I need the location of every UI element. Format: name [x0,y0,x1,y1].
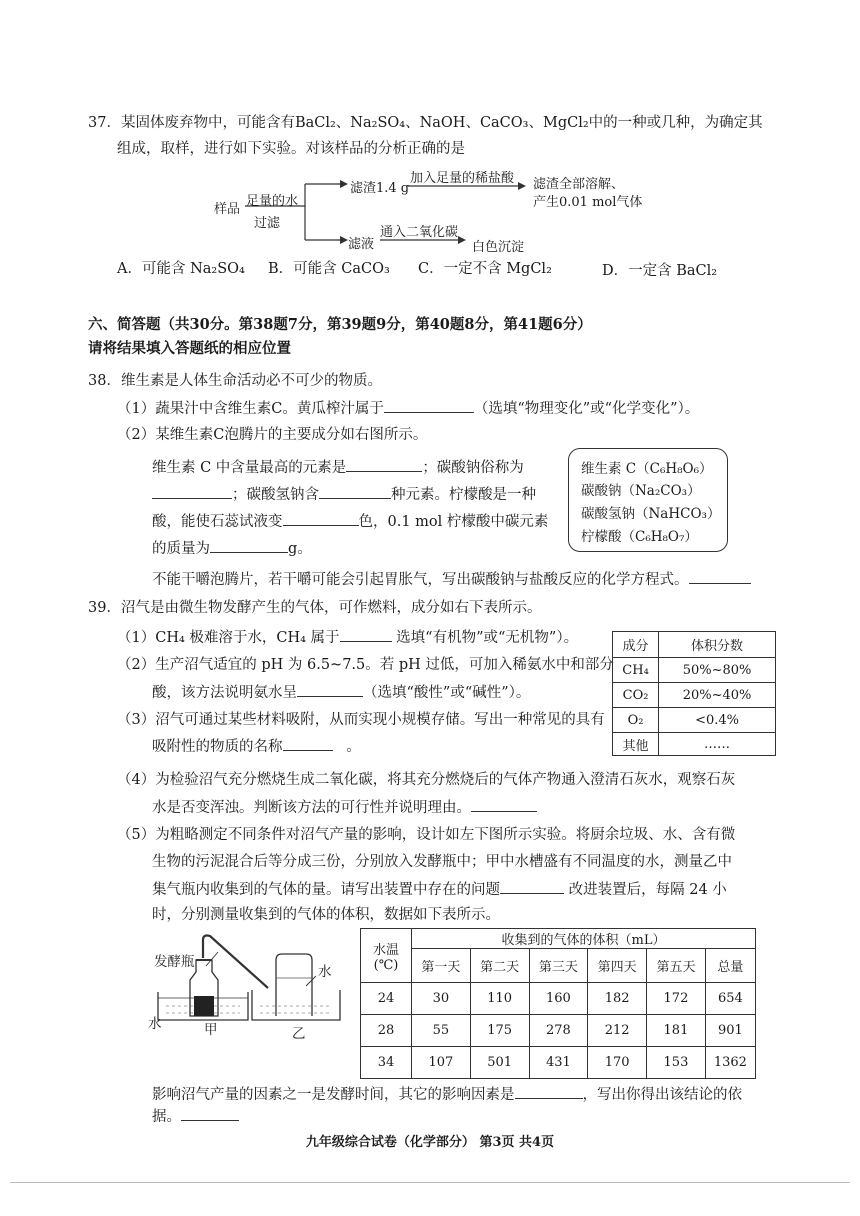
section-title: 六、简答题（共30分。第38题7分，第39题9分，第40题8分，第41题6分） [88,316,592,333]
q38-blank2[interactable] [346,457,422,472]
gas-volume-table [360,928,756,1079]
q38-blank5[interactable] [283,511,359,526]
header-temp-line2: (℃) [373,957,399,973]
q38-blank6[interactable] [210,538,288,553]
table-header-total: 总量 [705,949,755,983]
comp-cell: CO₂ [613,683,659,708]
header-temp-line1: 水温 [372,942,399,958]
box-line-sodium-carbonate: 碳酸钠（Na₂CO₃） [581,483,701,499]
flow-result1-line2: 产生0.01 mol气体 [533,195,643,210]
table-header-day: 第一天 [412,949,471,983]
box-line-citric-acid: 柠檬酸（C₆H₈O₇） [581,529,698,545]
fermentation-apparatus-diagram [140,930,355,1040]
comp-header-volume: 体积分数 [659,632,776,658]
table-cell: 172 [647,983,706,1015]
flow-acid: 加入足量的稀盐酸 [410,171,515,186]
q38-line6 [152,538,312,559]
q39-part5-line3 [152,879,727,900]
table-header-day: 第二天 [470,949,529,983]
q39-part4-text-b: 水是否变浑浊。判断该方法的可行性并说明理由。 [152,800,471,816]
table-row [361,1015,756,1047]
label-water-left: 水 [148,1016,162,1032]
option-d: D．一定含 BaCl₂ [602,263,718,279]
table-cell: 431 [529,1047,588,1079]
comp-header-component: 成分 [613,632,659,658]
biogas-composition-table [612,631,776,756]
table-cell: 181 [647,1015,706,1047]
table-cell: 30 [412,983,471,1015]
q39-blank4[interactable] [471,797,537,812]
vitamin-tablet-ingredients-box [568,448,728,552]
q39-blank2[interactable] [297,682,363,697]
q39-blank5[interactable] [500,879,564,894]
table-header-volume-group: 收集到的气体的体积（mL） [412,929,756,949]
q39-part1-text-b: 选填“有机物”或“无机物”）。 [396,630,579,646]
q38-line4-text-b: 种元素。柠檬酸是一种 [391,487,536,503]
q39-part5-line4: 时，分别测量收集到的气体的体积，数据如下表所示。 [152,907,500,923]
q38-line6-text-b: g。 [288,541,312,557]
flow-co2: 通入二氧化碳 [380,225,459,240]
table-row [361,983,756,1015]
q38-intro: 38．维生素是人体生命活动必不可少的物质。 [88,373,382,389]
comp-cell: 20%~40% [659,683,776,708]
table-header-day: 第四天 [588,949,647,983]
q39-end-text-c: 据。 [152,1109,181,1125]
q38-line7-text: 不能干嚼泡腾片，若干嚼可能会引起胃胀气，写出碳酸钠与盐酸反应的化学方程式。 [152,572,689,588]
flow-step1-top: 足量的水 [246,194,299,209]
table-cell: 901 [705,1015,755,1047]
q38-line6-text-a: 的质量为 [152,541,210,557]
q38-line3-text-b: ；碳酸钠俗称为 [422,460,524,476]
comp-cell: O₂ [613,708,659,733]
table-cell: 107 [412,1047,471,1079]
table-header-day: 第五天 [647,949,706,983]
q38-line4-text-a: ；碳酸氢钠含 [232,487,319,503]
flow-residue: 滤渣1.4 g [350,181,410,196]
q38-line5-text-b: 色，0.1 mol 柠檬酸中碳元素 [358,514,549,530]
table-cell: 175 [470,1015,529,1047]
table-cell: 160 [529,983,588,1015]
table-cell: 278 [529,1015,588,1047]
q39-part2-line2 [152,682,530,703]
table-row [361,1047,756,1079]
flow-step1-bottom: 过滤 [254,216,281,231]
q38-part1 [117,398,699,419]
q39-blank3[interactable] [283,736,333,751]
q39-end-line2 [152,1106,239,1127]
q38-line3-text-a: 维生素 C 中含量最高的元素是 [152,460,347,476]
q39-part2-text-b: 酸，该方法说明氨水呈 [152,685,297,701]
table-cell: 170 [588,1047,647,1079]
q39-part4-line1: （4）为检验沼气充分燃烧生成二氧化碳，将其充分燃烧后的气体产物通入澄清石灰水，观察石灰 [117,772,736,788]
option-a: A．可能含 Na₂SO₄ [117,261,245,277]
q39-end-text-a: 影响沼气产量的因素之一是发酵时间，其它的影响因素是 [152,1087,515,1103]
comp-cell: 50%~80% [659,658,776,683]
q39-part2-text-c: （选填“酸性”或“碱性”）。 [363,685,531,701]
table-cell: 654 [705,983,755,1015]
table-cell: 182 [588,983,647,1015]
q39-part5-line2: 生物的污泥混合后等分成三份，分别放入发酵瓶中；甲中水槽盛有不同温度的水，测量乙中 [152,854,732,870]
label-jia: 甲 [204,1022,218,1038]
comp-cell: <0.4% [659,708,776,733]
q38-blank4[interactable] [319,484,391,499]
comp-cell: …… [659,733,776,756]
box-line-sodium-bicarbonate: 碳酸氢钠（NaHCO₃） [581,506,721,522]
q38-line7 [152,569,751,590]
q39-blank7[interactable] [181,1106,239,1121]
table-cell: 501 [470,1047,529,1079]
q38-part1-text-a: （1）蔬果汁中含维生素C。黄瓜榨汁属于 [117,401,384,417]
page-footer: 九年级综合试卷（化学部分） 第3页 共4页 [305,1135,555,1150]
table-cell: 34 [361,1047,412,1079]
q38-line4 [152,484,536,505]
q39-part1-text-a: （1）CH₄ 极难溶于水，CH₄ 属于 [117,630,340,646]
box-line-vitamin-c: 维生素 C（C₆H₈O₆） [581,461,713,477]
label-water-right: 水 [318,964,332,980]
q39-end-line1 [152,1084,742,1105]
flow-sample: 样品 [214,202,241,217]
option-c: C．一定不含 MgCl₂ [418,261,552,277]
q38-blank3[interactable] [152,484,232,499]
table-cell: 28 [361,1015,412,1047]
flow-filtrate: 滤液 [348,237,375,252]
q38-part2: （2）某维生素C泡腾片的主要成分如右图所示。 [117,427,428,443]
q38-blank1[interactable] [384,398,474,413]
q39-part5-text-c: 集气瓶内收集到的气体的量。请写出装置中存在的问题 [152,882,500,898]
q39-end-text-b: ，写出你得出该结论的依 [582,1087,742,1103]
q39-part3-line2 [152,736,361,757]
q39-part3-text-b: 吸附性的物质的名称 [152,739,283,755]
label-fermentation-bottle: 发酵瓶 [154,954,195,970]
q38-line5-text-a: 酸，能使石蕊试液变 [152,514,283,530]
section-note: 请将结果填入答题纸的相应位置 [88,340,291,357]
q39-part5-text-d: 改进装置后，每隔 24 小 [568,882,727,898]
q38-part1-text-b: （选填“物理变化”或“化学变化”）。 [473,401,700,417]
flow-result2: 白色沉淀 [472,240,525,255]
table-cell: 24 [361,983,412,1015]
label-yi: 乙 [292,1026,306,1042]
footer-divider [10,1182,850,1183]
table-cell: 55 [412,1015,471,1047]
table-header-water-temp [361,929,412,983]
table-cell: 153 [647,1047,706,1079]
q39-intro: 39．沼气是由微生物发酵产生的气体，可作燃料，成分如右下表所示。 [88,600,542,616]
table-cell: 1362 [705,1047,755,1079]
q38-blank7[interactable] [689,569,751,584]
option-b: B．可能含 CaCO₃ [268,261,390,277]
q38-line5 [152,511,548,532]
q39-part3-line1: （3）沼气可通过某些材料吸附，从而实现小规模存储。写出一种常见的具有 [117,712,605,728]
q37-line1: 37．某固体废弃物中，可能含有BaCl₂、Na₂SO₄、NaOH、CaCO₃、MgCl₂中的一种或几种，为确定其 [88,115,763,131]
q38-line3 [152,457,524,478]
comp-cell: CH₄ [613,658,659,683]
q39-part1 [117,627,578,648]
q39-part5-line1: （5）为粗略测定不同条件对沼气产量的影响，设计如左下图所示实验。将厨余垃圾、水、含有微 [117,827,736,843]
q39-blank1[interactable] [340,627,392,642]
table-cell: 212 [588,1015,647,1047]
table-header-day: 第三天 [529,949,588,983]
flow-result1-line1: 滤渣全部溶解、 [533,177,625,192]
comp-cell: 其他 [613,733,659,756]
q39-part3-text-c: 。 [346,739,361,755]
q37-line2: 组成，取样，进行如下实验。对该样品的分析正确的是 [117,141,465,157]
q39-blank6[interactable] [515,1084,583,1099]
q39-part2-line1: （2）生产沼气适宜的 pH 为 6.5~7.5。若 pH 过低，可加入稀氨水中和部分 [117,657,614,673]
q39-part4-line2 [152,797,537,818]
table-cell: 110 [470,983,529,1015]
